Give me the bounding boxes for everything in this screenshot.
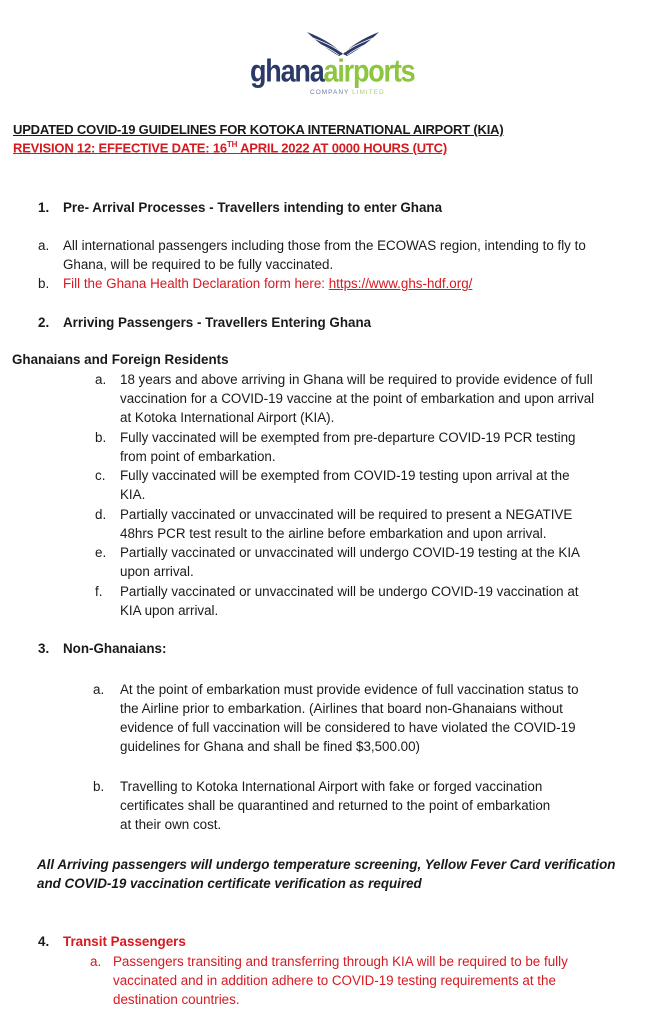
s2-item-a-line: 18 years and above arriving in Ghana will be required to provide evidence of full [120, 372, 593, 387]
s2-item-b-line: Fully vaccinated will be exempted from pre-departure COVID-19 PCR testing [120, 430, 576, 445]
s3-item-a-line: the Airline prior to embarkation. (Airlines that board non-Ghanaians without [120, 701, 563, 716]
logo-sub-company: COMPANY [310, 89, 350, 96]
ghana-airports-logo [250, 28, 430, 100]
s4-item-a-line: Passengers transiting and transferring through KIA will be required to be fully [113, 954, 568, 969]
logo-wordmark [250, 54, 414, 90]
s2-item-f-line: KIA upon arrival. [120, 603, 219, 618]
s3-item-a-line: At the point of embarkation must provide evidence of full vaccination status to [120, 682, 579, 697]
s3-item-b-line: Travelling to Kotoka International Airport with fake or forged vaccination [120, 779, 543, 794]
section-4-number: 4. [38, 934, 50, 949]
s3-item-a-line: guidelines for Ghana and shall be fined $3,500.00) [120, 739, 421, 754]
s2-item-c-line: KIA. [120, 487, 146, 502]
section-2-heading: Arriving Passengers - Travellers Entering Ghana [63, 315, 372, 330]
logo-sub-limited: LIMITED [352, 89, 385, 96]
s2-item-b-line: from point of embarkation. [120, 449, 276, 464]
section-1-heading: Pre- Arrival Processes - Travellers intending to enter Ghana [63, 200, 443, 215]
revision-sup: TH [226, 140, 238, 149]
section-1-number: 1. [38, 200, 50, 215]
revision-line [13, 140, 447, 155]
s2-item-a-line: vaccination for a COVID-19 vaccine at the point of embarkation and upon arrival [120, 391, 595, 406]
section-3-number: 3. [38, 641, 50, 656]
s2-item-b-marker: b. [95, 430, 107, 445]
revision-suffix: APRIL 2022 AT 0000 HOURS (UTC) [237, 140, 447, 156]
s2-item-e-marker: e. [95, 545, 107, 560]
screening-notice-line: All Arriving passengers will undergo temperature screening, Yellow Fever Card verification [37, 857, 616, 872]
logo-word-ghana: ghana [250, 54, 324, 89]
revision-prefix: REVISION 12: EFFECTIVE DATE: 16 [13, 140, 227, 156]
s3-item-a-line: evidence of full vaccination will be considered to have violated the COVID-19 [120, 720, 576, 735]
s2-item-f-line: Partially vaccinated or unvaccinated will be undergo COVID-19 vaccination at [120, 584, 579, 599]
s1-item-b-text: Fill the Ghana Health Declaration form here: [63, 276, 329, 291]
s1-item-a-line: Ghana, will be required to be fully vaccinated. [63, 257, 334, 272]
s1-item-b [63, 275, 472, 293]
section-2-subheading: Ghanaians and Foreign Residents [12, 352, 229, 367]
screening-notice-line: and COVID-19 vaccination certificate verification as required [37, 876, 422, 891]
s3-item-b-line: certificates shall be quarantined and returned to the point of embarkation [120, 798, 551, 813]
document-title: UPDATED COVID-19 GUIDELINES FOR KOTOKA INTERNATIONAL AIRPORT (KIA) [13, 122, 504, 137]
s3-item-b-line: at their own cost. [120, 817, 222, 832]
s2-item-f-marker: f. [95, 584, 103, 599]
health-declaration-link[interactable]: https://www.ghs-hdf.org/ [328, 276, 473, 291]
s1-item-b-marker: b. [38, 276, 50, 291]
s2-item-d-line: 48hrs PCR test result to the airline before embarkation and upon arrival. [120, 526, 547, 541]
s4-item-a-line: vaccinated and in addition adhere to COVID-19 testing requirements at the [113, 973, 556, 988]
s2-item-a-marker: a. [95, 372, 107, 387]
section-3-heading: Non-Ghanaians: [63, 641, 167, 656]
s2-item-c-line: Fully vaccinated will be exempted from COVID-19 testing upon arrival at the [120, 468, 570, 483]
s2-item-e-line: upon arrival. [120, 564, 194, 579]
s3-item-b-marker: b. [93, 779, 105, 794]
s4-item-a-line: destination countries. [113, 992, 240, 1007]
s2-item-a-line: at Kotoka International Airport (KIA). [120, 410, 335, 425]
s3-item-a-marker: a. [93, 682, 105, 697]
s2-item-e-line: Partially vaccinated or unvaccinated will undergo COVID-19 testing at the KIA [120, 545, 580, 560]
s4-item-a-marker: a. [90, 954, 102, 969]
s1-item-a-marker: a. [38, 238, 50, 253]
s2-item-d-marker: d. [95, 507, 107, 522]
s2-item-c-marker: c. [95, 468, 106, 483]
section-4-heading: Transit Passengers [63, 934, 186, 949]
logo-word-airports: airports [323, 54, 415, 89]
section-2-number: 2. [38, 315, 50, 330]
logo-subtitle [310, 89, 385, 96]
s1-item-a-line: All international passengers including those from the ECOWAS region, intending to fly to [63, 238, 586, 253]
s2-item-d-line: Partially vaccinated or unvaccinated will be required to present a NEGATIVE [120, 507, 573, 522]
